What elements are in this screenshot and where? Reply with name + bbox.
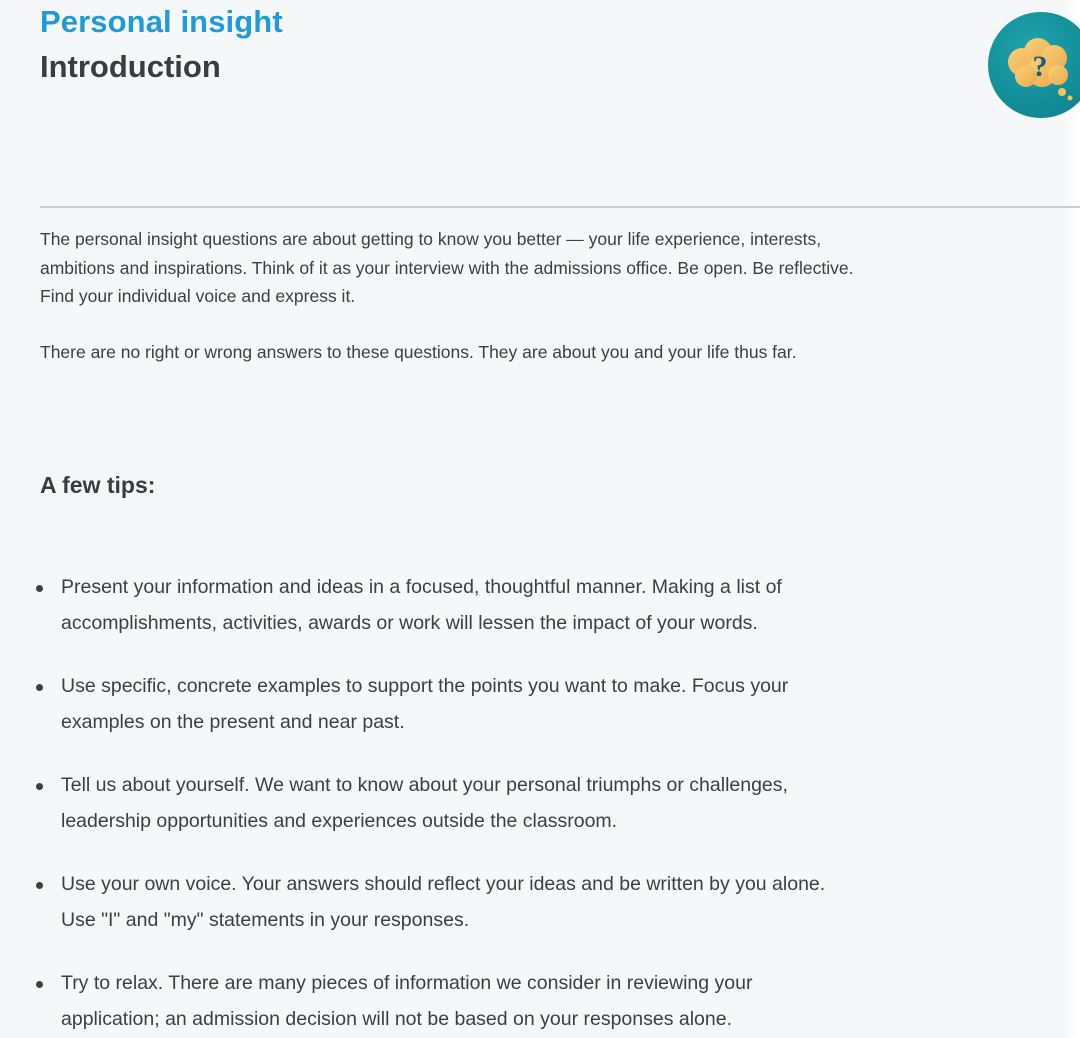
tip-text: Use specific, concrete examples to support the points you want to make. Focus your examples on the present and near past. bbox=[61, 675, 789, 733]
bullet-icon bbox=[36, 882, 43, 889]
bullet-icon bbox=[36, 783, 43, 790]
help-button[interactable] bbox=[988, 12, 1080, 118]
tip-text: Use your own voice. Your answers should reflect your ideas and be written by you alone. Use "I" and "my" statements in your responses. bbox=[61, 873, 826, 931]
tip-list-item bbox=[0, 570, 831, 641]
tip-text: Try to relax. There are many pieces of information we consider in reviewing your application; an admission decision will not be based on your responses alone. bbox=[61, 972, 753, 1030]
tips-list bbox=[0, 570, 860, 1038]
bullet-icon bbox=[36, 981, 43, 988]
tip-list-item bbox=[0, 768, 831, 839]
tip-text: Present your information and ideas in a focused, thoughtful manner. Making a list of accomplishments, activities, awards or work will lessen the impact of your words. bbox=[61, 576, 782, 634]
bullet-icon bbox=[36, 585, 43, 592]
intro-paragraph: The personal insight questions are about getting to know you better — your life experience, interests, ambitions and inspirations. Think of it as your interview with the admissions office. Be open. Be reflective. Find your individual voice and express it. bbox=[40, 229, 854, 306]
tips-heading: A few tips: bbox=[40, 472, 156, 498]
page-title: Introduction bbox=[40, 49, 221, 84]
intro-paragraph: There are no right or wrong answers to these questions. They are about you and your life thus far. bbox=[40, 342, 797, 362]
bullet-icon bbox=[36, 684, 43, 691]
tip-list-item bbox=[0, 867, 831, 938]
tip-list-item bbox=[0, 966, 831, 1037]
thought-bubble-question-icon bbox=[1002, 38, 1080, 102]
tip-text: Tell us about yourself. We want to know about your personal triumphs or challenges, leadership opportunities and experiences outside the classroom. bbox=[61, 774, 788, 832]
help-question-mark: ? bbox=[1032, 50, 1048, 83]
page-edge-shade bbox=[1062, 0, 1080, 1038]
tip-list-item bbox=[0, 669, 831, 740]
header-divider bbox=[40, 206, 1080, 208]
section-label: Personal insight bbox=[40, 4, 283, 39]
